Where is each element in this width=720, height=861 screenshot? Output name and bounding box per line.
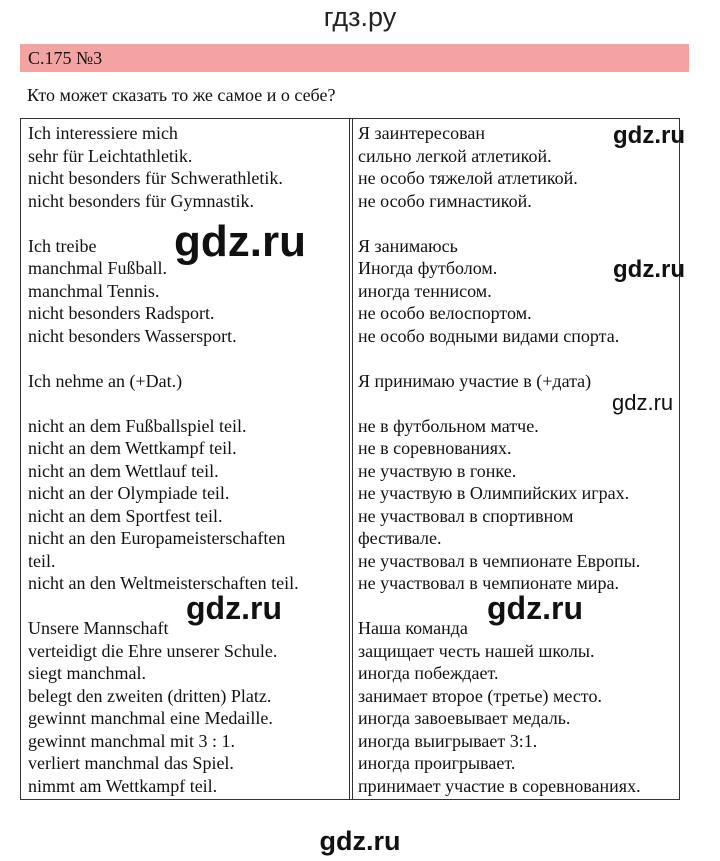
table-line: nicht an dem Sportfest teil.: [28, 505, 223, 526]
table-line: nimmt am Wettkampf teil.: [28, 775, 218, 796]
table-line: verteidigt die Ehre unserer Schule.: [28, 640, 278, 661]
table-line: Ich treibe: [28, 235, 97, 256]
table-line: фестивале.: [358, 528, 442, 548]
table-line: иногда завоевывает медаль.: [358, 708, 571, 728]
task-number-bar: [20, 44, 689, 72]
table-line: занимает второе (третье) место.: [358, 685, 602, 706]
watermark-mid-left: gdz.ru: [186, 590, 282, 626]
question-text: Кто может сказать то же самое и о себе?: [27, 85, 336, 105]
table-line: не особо велоспортом.: [358, 303, 532, 323]
watermark-right-3: gdz.ru: [612, 390, 674, 415]
table-line: защищает честь нашей школы.: [358, 640, 595, 661]
table-line: иногда теннисом.: [358, 280, 492, 301]
table-line: не участвовал в спортивном: [358, 505, 574, 526]
table-line: nicht besonders Wassersport.: [28, 325, 237, 346]
table-line: nicht an den Europameisterschaften: [28, 528, 286, 548]
table-line: belegt den zweiten (dritten) Platz.: [28, 685, 272, 706]
table-line: nicht besonders für Gymnastik.: [28, 190, 254, 211]
watermark-right-2: gdz.ru: [613, 256, 685, 283]
table-line: Иногда футболом.: [358, 258, 498, 278]
table-line: Я занимаюсь: [358, 235, 458, 256]
table-line: gewinnt manchmal mit 3 : 1.: [28, 730, 235, 751]
table-line: принимает участие в соревнованиях.: [358, 775, 641, 796]
table-line: gewinnt manchmal eine Medaille.: [28, 708, 273, 728]
table-line: siegt manchmal.: [28, 663, 146, 683]
table-line: nicht an der Olympiade teil.: [28, 483, 230, 503]
table-line: не участвую в Олимпийских играх.: [358, 483, 630, 503]
footer-watermark: gdz.ru: [319, 826, 401, 856]
table-line: не в футбольном матче.: [358, 415, 539, 436]
table-line: сильно легкой атлетикой.: [358, 145, 552, 166]
table-line: не участвую в гонке.: [358, 460, 517, 481]
spacer: [28, 347, 299, 370]
spacer: [358, 212, 641, 235]
table-line: не особо тяжелой атлетикой.: [358, 168, 578, 188]
spacer: [358, 347, 641, 370]
site-header[interactable]: гдз.ру: [323, 2, 397, 32]
table-line: иногда побеждает.: [358, 663, 499, 683]
table-line: иногда выигрывает 3:1.: [358, 730, 538, 751]
watermark-right-1: gdz.ru: [613, 122, 685, 149]
table-line: Наша команда: [358, 618, 468, 638]
table-line: nicht an den Weltmeisterschaften teil.: [28, 573, 299, 593]
table-line: nicht an dem Wettkampf teil.: [28, 438, 237, 458]
translation-table: [20, 118, 680, 800]
table-line: nicht besonders Radsport.: [28, 303, 215, 323]
table-line: не участвовал в чемпионате мира.: [358, 573, 620, 593]
table-line: Unsere Mannschaft: [28, 618, 169, 638]
spacer: [28, 392, 299, 415]
table-line: teil.: [28, 550, 56, 571]
column-divider: [349, 119, 353, 799]
table-line: verliert manchmal das Spiel.: [28, 753, 234, 773]
spacer: [358, 392, 641, 415]
table-line: Ich nehme an (+Dat.): [28, 370, 183, 391]
russian-column: [358, 122, 641, 797]
watermark-big: gdz.ru: [174, 217, 306, 266]
table-line: не в соревнованиях.: [358, 438, 512, 458]
task-number: С.175 №3: [28, 48, 103, 68]
watermark-mid-right: gdz.ru: [487, 590, 583, 626]
table-line: manchmal Fußball.: [28, 258, 167, 278]
table-line: иногда проигрывает.: [358, 753, 516, 773]
table-line: sehr für Leichtathletik.: [28, 145, 193, 166]
table-line: Ich interessiere mich: [28, 123, 178, 143]
table-line: nicht an dem Wettlauf teil.: [28, 460, 219, 481]
table-line: nicht an dem Fußballspiel teil.: [28, 415, 247, 436]
table-line: nicht besonders für Schwerathletik.: [28, 168, 283, 188]
table-line: Я заинтересован: [358, 123, 486, 143]
table-line: не участвовал в чемпионате Европы.: [358, 550, 641, 571]
table-line: manchmal Tennis.: [28, 280, 160, 301]
table-line: не особо гимнастикой.: [358, 190, 532, 211]
table-line: Я принимаю участие в (+дата): [358, 370, 592, 391]
table-line: не особо водными видами спорта.: [358, 325, 620, 346]
